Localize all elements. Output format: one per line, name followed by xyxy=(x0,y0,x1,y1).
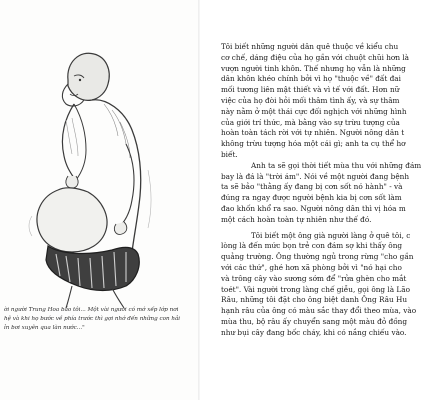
body-text xyxy=(221,42,421,339)
text-line: việc của họ đòi hỏi mối thâm tình ấy, và sự thâm xyxy=(221,95,400,105)
text-line: lòng là đến mức bọn trẻ con đám sợ khi thấy ông xyxy=(221,241,403,251)
caption-line: ời người Trung Hoa bảo tôi... Một vài người có mớ xếp lớp nơi xyxy=(4,307,179,313)
text-line: hoàn toàn tách rời với tự nhiên. Người nông dân t xyxy=(221,128,405,138)
text-line: đao khốn khổ ra sao. Người nông dân thì vị hóa m xyxy=(221,203,406,213)
text-line: Tôi biết một ông già người làng ở quê tôi, c xyxy=(251,230,411,240)
caption-line: hệ và khi họ bước về phía trước thì gợi nhớ đến những con hải xyxy=(4,316,181,323)
illustration-caption xyxy=(4,306,192,334)
text-line: bay là đá là "trời ám". Nói về một người đang bệnh xyxy=(221,171,410,181)
text-line: cơ chế, dáng điệu của họ gần với chuột chũi hơn là xyxy=(221,52,410,62)
text-line: không trừu tượng hóa một cái gì; anh ta cụ thể hơ xyxy=(221,139,406,149)
text-line: với các thứ", ghé hơn xã phòng bởi vì "nó hại cho xyxy=(221,262,402,272)
text-line: như bụi cây đang bốc cháy, khi có nắng chiếu vào. xyxy=(221,327,407,337)
text-line: Râu, những tôi đặt cho ông biệt danh Ông Râu Hu xyxy=(221,295,408,305)
text-line: Tôi biết những người dân quê thuộc về kiểu chu xyxy=(221,42,399,51)
text-line: của giới trí thức, mà bằng vào sự trừu tượng của xyxy=(221,117,400,127)
text-line: mối tương liên mật thiết và vì tế với đất. Hơn nữ xyxy=(221,85,400,95)
paragraph-2 xyxy=(221,230,417,339)
text-line: toét". Vài người trong làng chế giễu, gọi ông là Lão xyxy=(221,284,410,294)
left-page xyxy=(0,0,200,400)
text-line: này nằm ở một thái cực đối nghịch với những hình xyxy=(221,106,407,116)
text-line: dân khôn khéo chính bởi vì họ "thuộc về" đất đai xyxy=(221,74,401,84)
text-line: hạnh râu của ông có màu sắc thay đổi theo mùa, vào xyxy=(221,306,417,316)
text-line: và trông cây vào sương sớm để "rửa ghèn cho mắt xyxy=(221,273,407,283)
caption-line: ỉn bơi xuyên qua làn nước..." xyxy=(4,325,85,332)
paragraph-1 xyxy=(221,42,421,226)
text-line: biết. xyxy=(221,149,238,159)
text-line: đúng ra ngay được người bệnh kia bị cơn sốt làm xyxy=(221,193,402,203)
text-line: quảng trường. Ông thường ngủ trong rừng "cho gần xyxy=(221,252,414,262)
gorilla-illustration xyxy=(8,40,183,310)
text-line: vượn người tinh khôn. Thế nhưng họ vẫn là những xyxy=(221,63,406,73)
text-line: một cách hoàn toàn tự nhiên như thế đó. xyxy=(221,214,372,224)
text-line: ta sẽ bảo "thằng ấy đang bị cơn sốt nó hành" - và xyxy=(221,182,403,192)
text-line: Anh ta sẽ gọi thời tiết mùa thu với những đám xyxy=(251,160,421,170)
text-line: mùa thu, bộ râu ấy chuyển sang một màu đỏ đồng xyxy=(221,316,408,326)
